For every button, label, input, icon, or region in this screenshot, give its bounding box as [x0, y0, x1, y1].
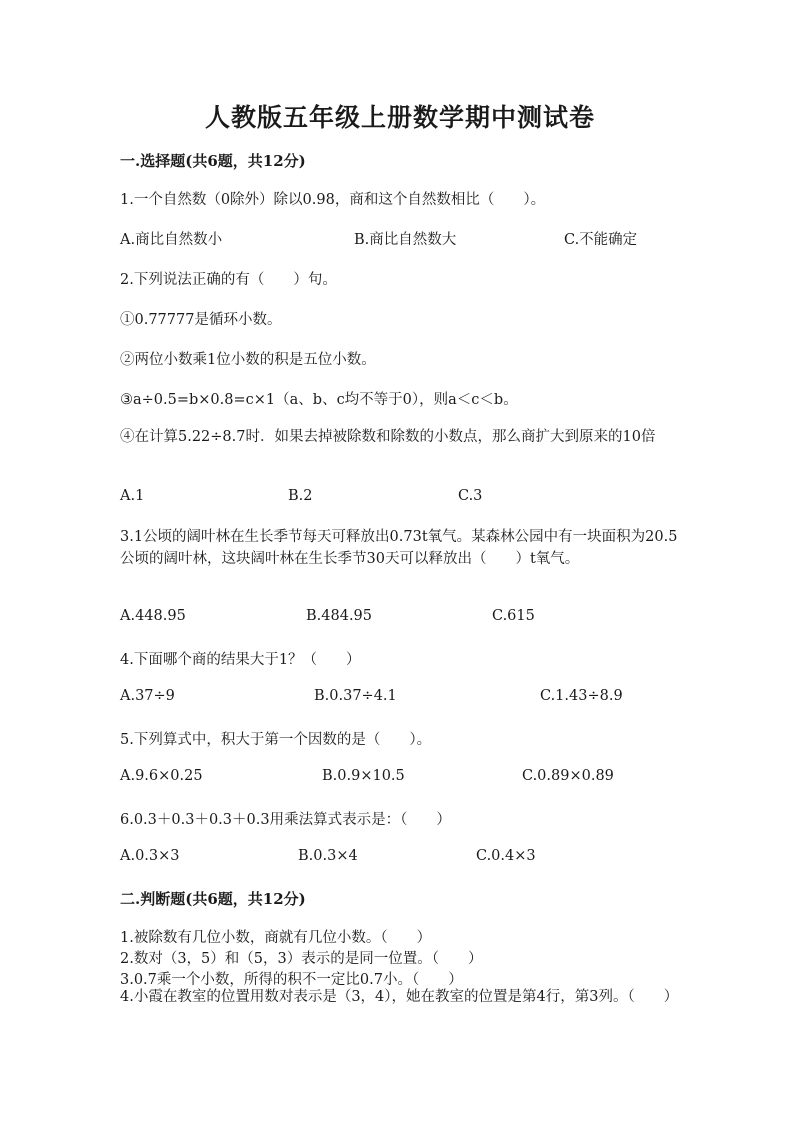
option-b: B.0.37÷4.1 [314, 688, 397, 704]
question-3-stem: 3.1公顷的阔叶林在生长季节每天可释放出0.73t氧气。某森林公园中有一块面积为20.5公顷的阔叶林，这块阔叶林在生长季节30天可以释放出（ ）t氧气。 [120, 529, 678, 567]
question-3-options [120, 608, 680, 628]
question-2-statement-2: ②两位小数乘1位小数的积是五位小数。 [120, 352, 376, 368]
question-5-options [120, 768, 680, 788]
option-c: C.0.89×0.89 [522, 768, 614, 784]
question-2-options [120, 488, 680, 508]
question-4-stem: 4.下面哪个商的结果大于1？（ ） [120, 652, 361, 668]
question-5-stem: 5.下列算式中，积大于第一个因数的是（ ）。 [120, 732, 432, 748]
section-heading-choice: 一.选择题(共6题，共12分) [120, 152, 306, 170]
judgement-item-3: 3.0.7乘一个小数，所得的积不一定比0.7小。（ ） [120, 972, 463, 988]
option-b: B.商比自然数大 [354, 232, 457, 248]
question-1-options [120, 228, 680, 248]
question-2-stem: 2.下列说法正确的有（ ）句。 [120, 272, 337, 288]
option-c: C.0.4×3 [476, 848, 536, 864]
option-a: A.9.6×0.25 [120, 768, 203, 784]
option-c: C.3 [458, 488, 483, 504]
option-b: B.0.9×10.5 [322, 768, 405, 784]
question-2-statement-1: ①0.77777是循环小数。 [120, 312, 282, 328]
option-c: C.615 [492, 608, 535, 624]
option-a: A.0.3×3 [120, 848, 180, 864]
judgement-item-4: 4.小霞在教室的位置用数对表示是（3，4），她在教室的位置是第4行，第3列。（ ） [120, 989, 679, 1005]
option-c: C.1.43÷8.9 [540, 688, 623, 704]
question-2-statement-3: ③a÷0.5=b×0.8=c×1（a、b、c均不等于0），则a＜c＜b。 [120, 392, 518, 408]
judgement-item-2: 2.数对（3，5）和（5，3）表示的是同一位置。（ ） [120, 951, 483, 967]
option-b: B.2 [288, 488, 313, 504]
option-b: B.0.3×4 [298, 848, 358, 864]
section-heading-judgement: 二.判断题(共6题，共12分) [120, 890, 306, 908]
judgement-item-1: 1.被除数有几位小数，商就有几位小数。（ ） [120, 930, 432, 946]
option-c: C.不能确定 [564, 232, 638, 248]
option-a: A.37÷9 [120, 688, 175, 704]
question-2-statement-4: ④在计算5.22÷8.7时．如果去掉被除数和除数的小数点，那么商扩大到原来的10倍 [120, 429, 656, 445]
question-1-stem: 1.一个自然数（0除外）除以0.98，商和这个自然数相比（ ）。 [120, 192, 546, 208]
question-6-stem: 6.0.3＋0.3＋0.3＋0.3用乘法算式表示是：（ ） [120, 812, 451, 828]
option-a: A.448.95 [120, 608, 186, 624]
option-b: B.484.95 [306, 608, 373, 624]
question-4-options [120, 688, 680, 708]
option-a: A.商比自然数小 [120, 232, 223, 248]
page-title: 人教版五年级上册数学期中测试卷 [204, 103, 595, 132]
question-6-options [120, 848, 680, 868]
option-a: A.1 [120, 488, 145, 504]
